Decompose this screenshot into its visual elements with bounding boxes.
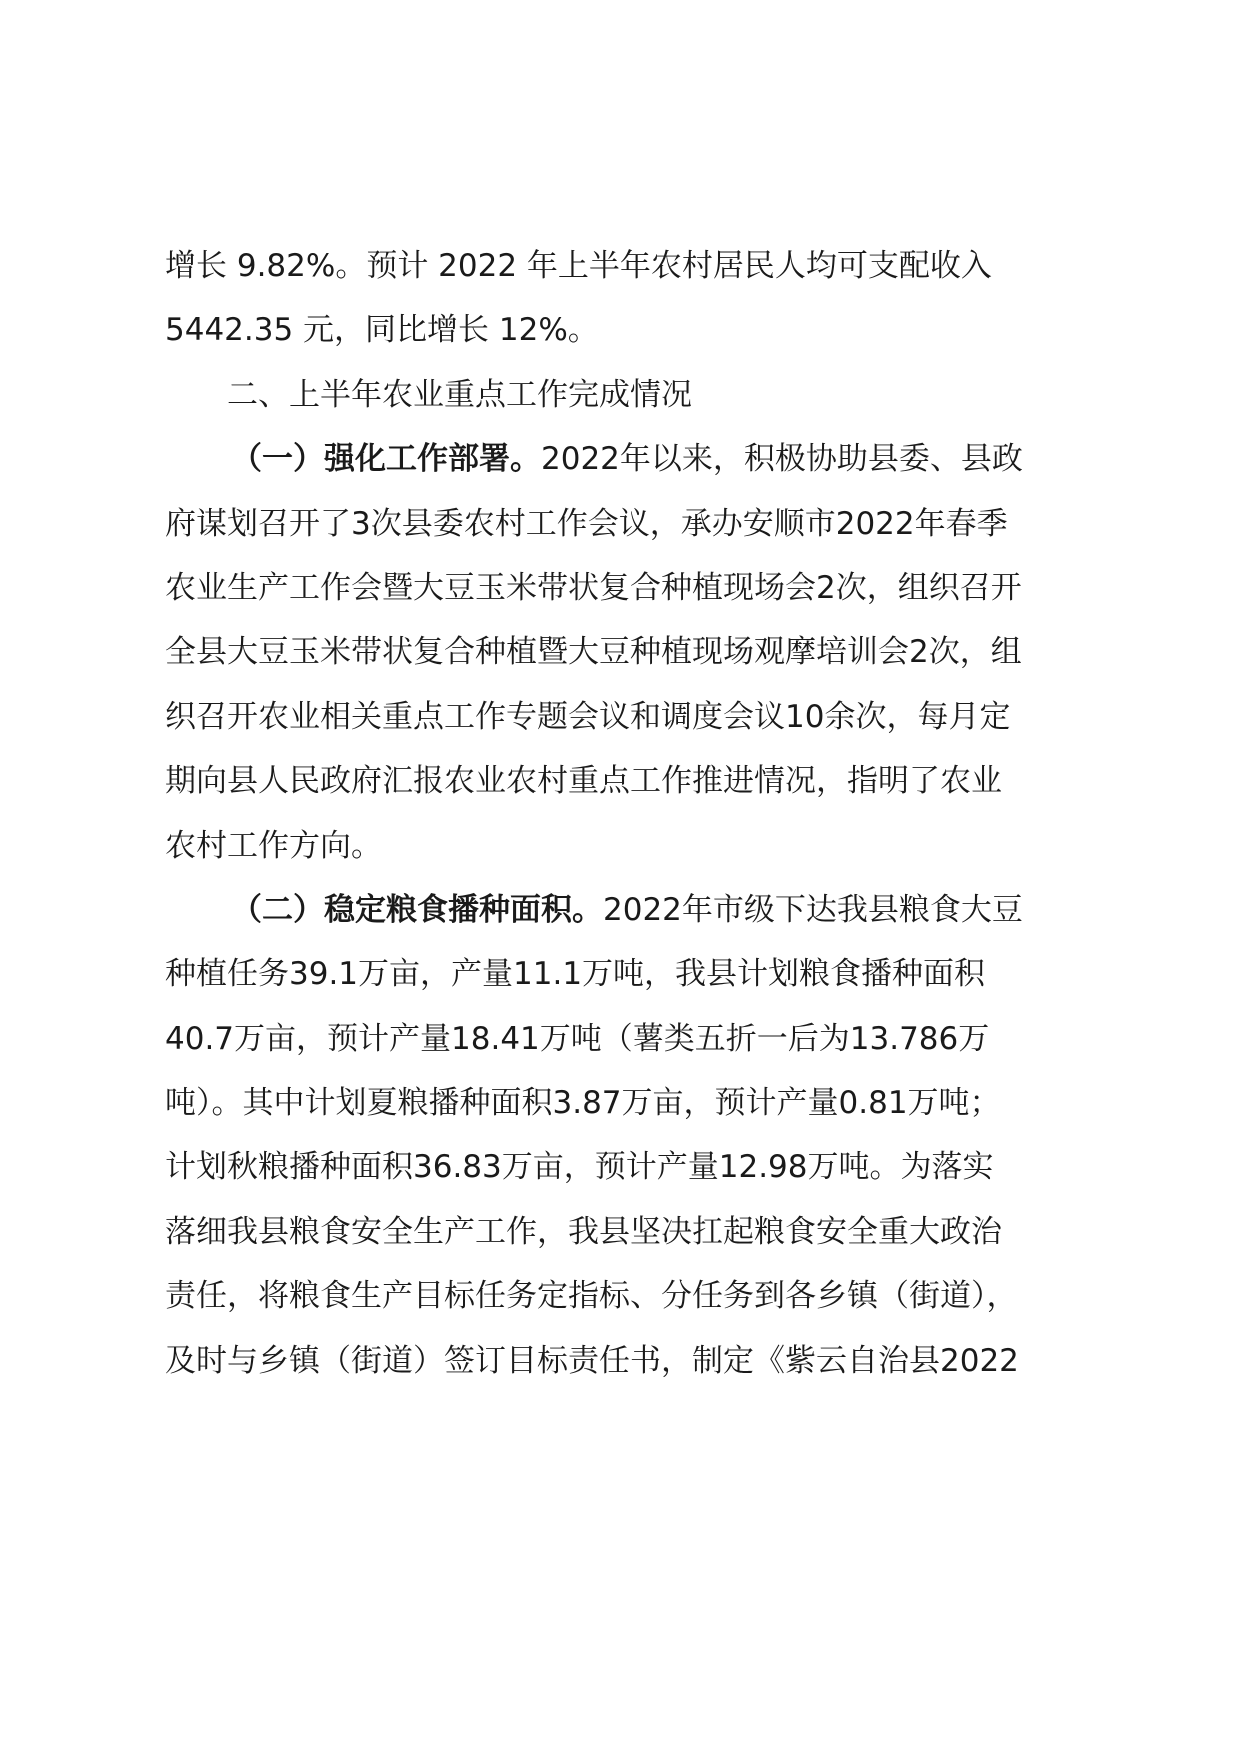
paragraph-2-line: 计划秋粮播种面积36.83万亩，预计产量12.98万吨。为落实 bbox=[165, 1149, 994, 1186]
paragraph-1-line: 织召开农业相关重点工作专题会议和调度会议10余次，每月定 bbox=[165, 698, 1011, 735]
paragraph-2-text: 2022年市级下达我县粮食大豆 bbox=[603, 891, 1023, 928]
paragraph-1-line: 农村工作方向。 bbox=[165, 827, 382, 864]
paragraph-2-line: 种植任务39.1万亩，产量11.1万吨，我县计划粮食播种面积 bbox=[165, 956, 986, 993]
paragraph-2-line: 落细我县粮食安全生产工作，我县坚决扛起粮食安全重大政治 bbox=[165, 1213, 1002, 1250]
body-line: 5442.35 元，同比增长 12%。 bbox=[165, 312, 599, 349]
paragraph-1-line: 府谋划召开了3次县委农村工作会议，承办安顺市2022年春季 bbox=[165, 505, 1008, 542]
paragraph-2-line: 及时与乡镇（街道）签订目标责任书，制定《紫云自治县2022 bbox=[165, 1342, 1019, 1379]
paragraph-2-first-line bbox=[165, 878, 1085, 942]
paragraph-1-line: 农业生产工作会暨大豆玉米带状复合种植现场会2次，组织召开 bbox=[165, 569, 1022, 606]
paragraph-2-heading: （二）稳定粮食播种面积。 bbox=[231, 891, 603, 928]
paragraph-2-line: 吨）。其中计划夏粮播种面积3.87万亩，预计产量0.81万吨； bbox=[165, 1085, 1001, 1122]
section-heading: 二、上半年农业重点工作完成情况 bbox=[227, 376, 692, 413]
paragraph-1-line: 全县大豆玉米带状复合种植暨大豆种植现场观摩培训会2次，组 bbox=[165, 634, 1022, 671]
paragraph-1-first-line bbox=[165, 427, 1085, 491]
paragraph-2-line: 责任，将粮食生产目标任务定指标、分任务到各乡镇（街道）， bbox=[165, 1278, 1018, 1315]
paragraph-1-text: 2022年以来，积极协助县委、县政 bbox=[541, 441, 1023, 478]
paragraph-1-line: 期向县人民政府汇报农业农村重点工作推进情况，指明了农业 bbox=[165, 763, 1002, 800]
paragraph-2-line: 40.7万亩，预计产量18.41万吨（薯类五折一后为13.786万 bbox=[165, 1020, 990, 1057]
body-line: 增长 9.82%。预计 2022 年上半年农村居民人均可支配收入 bbox=[165, 248, 992, 284]
document-body bbox=[165, 234, 1085, 1393]
paragraph-1-heading: （一）强化工作部署。 bbox=[231, 441, 541, 478]
